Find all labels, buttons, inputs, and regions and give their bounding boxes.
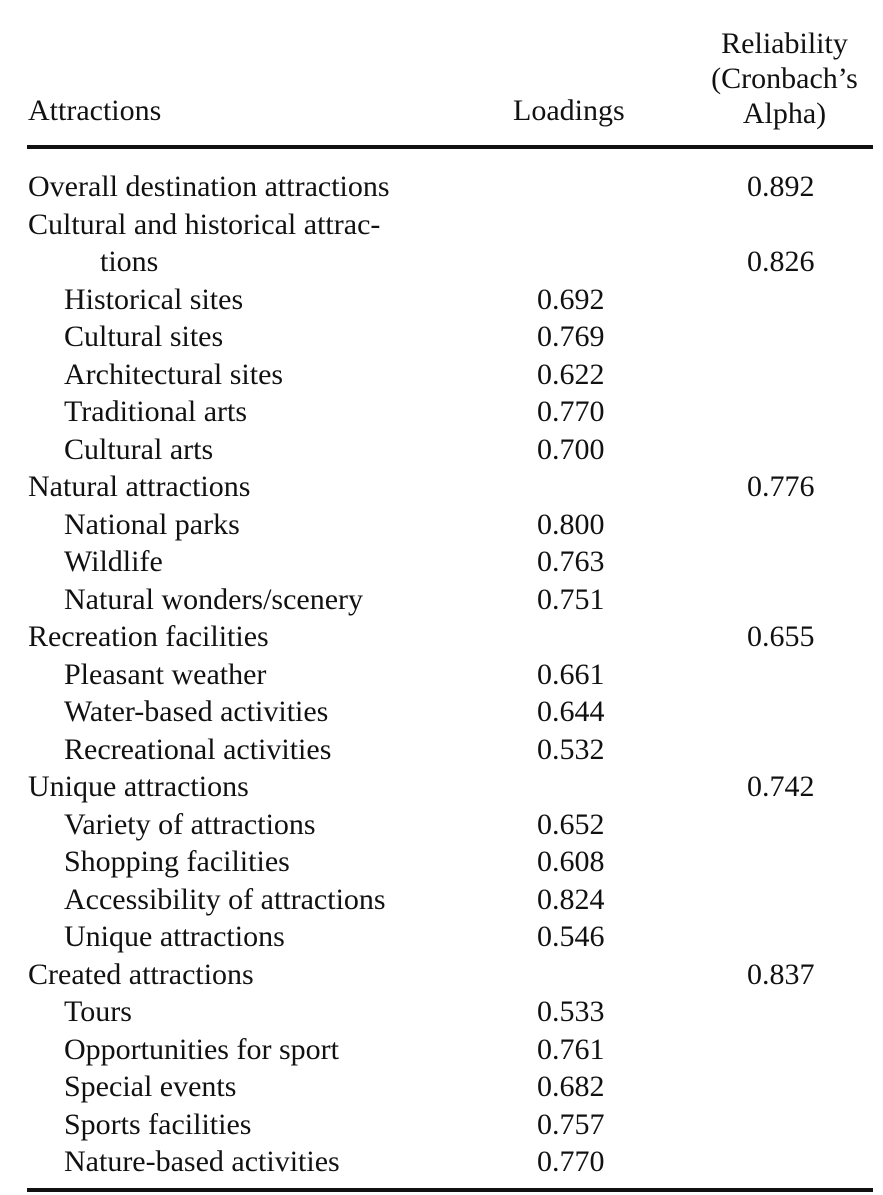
table-row bbox=[0, 806, 883, 844]
reliability-value: 0.892 bbox=[747, 170, 815, 203]
table-row bbox=[0, 1068, 883, 1106]
row-label-text: Unique attractions bbox=[28, 770, 249, 803]
table-row bbox=[0, 281, 883, 319]
row-label bbox=[28, 168, 390, 206]
row-label-text: Recreational activities bbox=[64, 732, 332, 766]
table-row bbox=[0, 356, 883, 394]
category-row bbox=[0, 618, 883, 656]
row-label-text: Pleasant weather bbox=[64, 657, 267, 691]
loading-value: 0.682 bbox=[537, 1070, 605, 1103]
header-reliability-line3: Alpha) bbox=[742, 97, 827, 130]
loading-value: 0.770 bbox=[537, 395, 605, 428]
row-label bbox=[64, 881, 386, 919]
loading-value: 0.770 bbox=[537, 1145, 605, 1178]
table-row bbox=[0, 1106, 883, 1144]
row-label bbox=[64, 731, 331, 769]
row-label bbox=[64, 1106, 251, 1144]
loading-value: 0.533 bbox=[537, 995, 605, 1028]
row-label-text: Cultural arts bbox=[64, 432, 214, 466]
row-label bbox=[64, 318, 223, 356]
header-reliability-line1: Reliability bbox=[721, 27, 848, 60]
row-label-text: National parks bbox=[64, 507, 240, 541]
reliability-value: 0.837 bbox=[747, 957, 815, 991]
row-label-text: Water-based activities bbox=[64, 695, 329, 728]
row-label bbox=[64, 1143, 340, 1181]
row-label bbox=[64, 431, 213, 469]
loading-value: 0.608 bbox=[537, 845, 605, 878]
row-label-text: Opportunities for sport bbox=[64, 1032, 339, 1066]
reliability-value: 0.826 bbox=[747, 245, 815, 278]
row-label-text: Cultural and historical attrac- bbox=[28, 207, 381, 241]
row-label-continuation: tions bbox=[100, 245, 159, 278]
table-row bbox=[0, 993, 883, 1031]
row-label-text: Sports facilities bbox=[64, 1107, 252, 1141]
loading-value: 0.692 bbox=[537, 282, 605, 316]
table-row bbox=[0, 693, 883, 731]
reliability-value: 0.742 bbox=[747, 770, 815, 803]
loading-value: 0.824 bbox=[537, 882, 605, 916]
row-label-text: Created attractions bbox=[28, 957, 254, 991]
table-row bbox=[0, 881, 883, 919]
table-row bbox=[0, 731, 883, 769]
table-row bbox=[0, 1143, 883, 1181]
loading-value: 0.622 bbox=[537, 357, 605, 391]
row-label bbox=[64, 693, 328, 731]
row-label bbox=[64, 918, 285, 956]
row-label-text: Nature-based activities bbox=[64, 1145, 340, 1178]
row-label-text: Overall destination attractions bbox=[28, 170, 390, 203]
row-label-text: Recreation facilities bbox=[28, 620, 269, 653]
table-row bbox=[0, 506, 883, 544]
reliability-value: 0.655 bbox=[747, 620, 815, 653]
row-label-text: Shopping facilities bbox=[64, 845, 290, 878]
table-row bbox=[0, 656, 883, 694]
top-rule bbox=[27, 145, 873, 149]
row-label bbox=[64, 1031, 339, 1069]
loading-value: 0.751 bbox=[537, 582, 605, 616]
loading-value: 0.644 bbox=[537, 695, 605, 728]
row-label bbox=[64, 281, 243, 319]
bottom-rule bbox=[27, 1188, 873, 1192]
loading-value: 0.769 bbox=[537, 320, 605, 353]
loading-value: 0.763 bbox=[537, 545, 605, 578]
table-row bbox=[0, 318, 883, 356]
table-row bbox=[0, 843, 883, 881]
row-label-text: Traditional arts bbox=[64, 395, 248, 428]
table-row bbox=[0, 1031, 883, 1069]
category-row bbox=[0, 468, 883, 506]
row-label bbox=[64, 581, 363, 619]
table-row bbox=[0, 918, 883, 956]
row-label bbox=[64, 843, 290, 881]
row-label bbox=[64, 806, 316, 844]
row-label-text: Natural attractions bbox=[28, 470, 251, 503]
row-label-text: Accessibility of attractions bbox=[64, 882, 386, 916]
row-label bbox=[64, 993, 132, 1031]
row-label bbox=[64, 1068, 236, 1106]
loading-value: 0.652 bbox=[537, 807, 605, 841]
header-attractions: Attractions bbox=[28, 94, 162, 127]
row-label bbox=[28, 618, 269, 656]
row-label-text: Special events bbox=[64, 1070, 237, 1103]
table-body bbox=[0, 168, 883, 1181]
row-label-text: Unique attractions bbox=[64, 920, 285, 953]
category-row bbox=[0, 768, 883, 806]
row-label-text: Tours bbox=[64, 995, 132, 1028]
table-row bbox=[0, 543, 883, 581]
loading-value: 0.761 bbox=[537, 1032, 605, 1066]
category-row bbox=[0, 168, 883, 206]
loading-value: 0.546 bbox=[537, 920, 605, 953]
row-label bbox=[28, 768, 249, 806]
row-label bbox=[28, 206, 380, 281]
row-label-text: Natural wonders/scenery bbox=[64, 582, 364, 616]
table-row bbox=[0, 431, 883, 469]
header-reliability bbox=[697, 26, 872, 131]
row-label bbox=[28, 956, 254, 994]
category-row bbox=[0, 206, 883, 281]
reliability-value: 0.776 bbox=[747, 470, 815, 503]
row-label-text: Architectural sites bbox=[64, 357, 284, 391]
header-reliability-line2: (Cronbach’s bbox=[711, 62, 858, 95]
loading-value: 0.757 bbox=[537, 1107, 605, 1141]
row-label bbox=[64, 356, 283, 394]
row-label bbox=[64, 393, 247, 431]
loading-value: 0.800 bbox=[537, 507, 605, 541]
table-row bbox=[0, 581, 883, 619]
row-label-text: Cultural sites bbox=[64, 320, 224, 353]
table-row bbox=[0, 393, 883, 431]
loading-value: 0.661 bbox=[537, 657, 605, 691]
loading-value: 0.532 bbox=[537, 732, 605, 766]
header-loadings: Loadings bbox=[513, 94, 625, 127]
category-row bbox=[0, 956, 883, 994]
loading-value: 0.700 bbox=[537, 432, 605, 466]
row-label bbox=[64, 543, 163, 581]
row-label-text: Historical sites bbox=[64, 282, 244, 316]
row-label bbox=[28, 468, 250, 506]
row-label bbox=[64, 656, 266, 694]
row-label bbox=[64, 506, 240, 544]
row-label-text: Wildlife bbox=[64, 545, 163, 578]
row-label-text: Variety of attractions bbox=[64, 807, 316, 841]
table-header bbox=[0, 0, 883, 140]
